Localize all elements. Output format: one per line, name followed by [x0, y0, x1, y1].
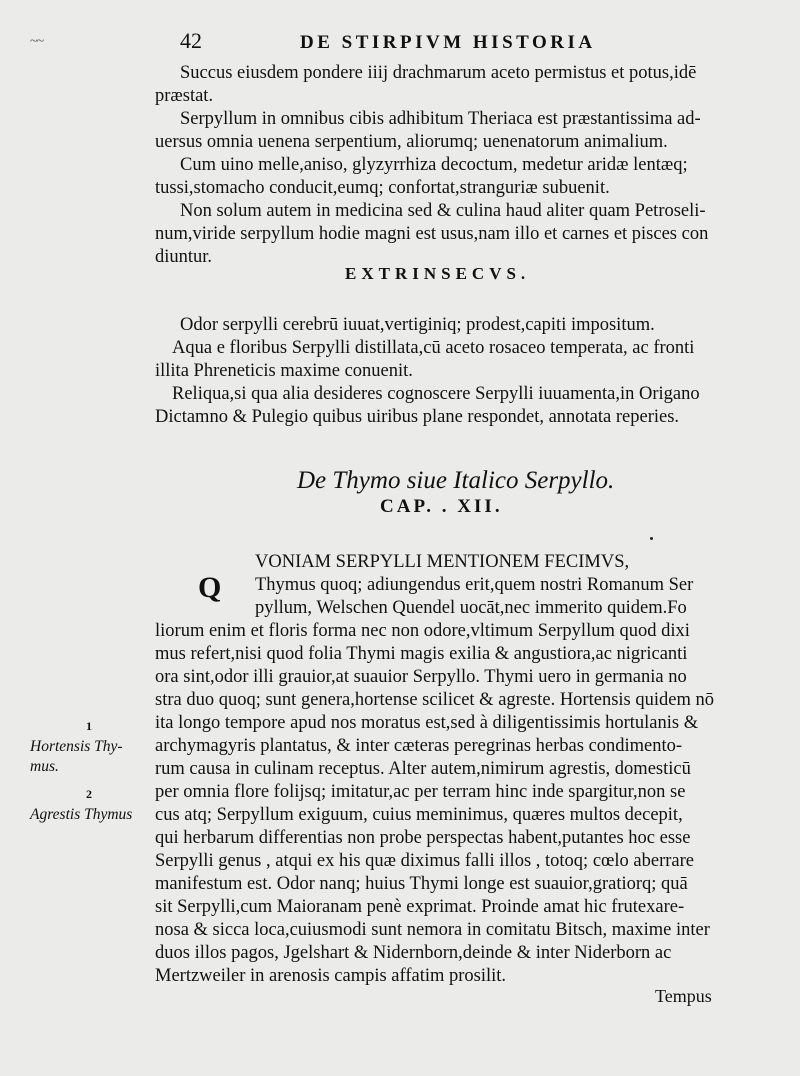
- margin-note: Hortensis Thy-: [30, 738, 123, 755]
- text-line: num,viride serpyllum hodie magni est usus,nam illo et carnes et pisces con: [155, 224, 709, 244]
- page-header: [180, 28, 680, 54]
- running-title: DE STIRPIVM HISTORIA: [300, 32, 596, 53]
- text-line: nosa & sicca loca,cuiusmodi sunt nemora in comitatu Bitsch, maxime inter: [155, 920, 710, 940]
- text-line: ora sint,odor illi grauior,at suauior Serpyllo. Thymi uero in germania no: [155, 667, 687, 687]
- text-line: Serpyllum in omnibus cibis adhibitum Theriaca est præstantissima ad-: [180, 109, 701, 129]
- text-line: per omnia flore folijsq; imitatur,ac per terram hinc inde spargitur,non se: [155, 782, 686, 802]
- text-line: Serpylli genus , atqui ex his quæ diximus falli illos , totoq; cœlo aberrare: [155, 851, 694, 871]
- text-line: liorum enim et floris forma nec non odore,vltimum Serpyllum quod dixi: [155, 621, 690, 641]
- text-line: VONIAM SERPYLLI MENTIONEM FECIMVS,: [255, 552, 630, 572]
- text-line: mus refert,nisi quod folia Thymi magis exilia & angustiora,ac nigricanti: [155, 644, 688, 664]
- margin-note-number: 2: [86, 787, 92, 801]
- text-line: Odor serpylli cerebrū iuuat,vertiginiq; prodest,capiti impositum.: [180, 315, 655, 335]
- text-line: pyllum, Welschen Quendel uocāt,nec immerito quidem.Fo: [255, 598, 687, 618]
- text-line: Thymus quoq; adiungendus erit,quem nostri Romanum Ser: [255, 575, 694, 595]
- text-line: ita longo tempore apud nos moratus est,sed à diligentissimis hortulanis &: [155, 713, 699, 733]
- page-mark: ~~: [30, 34, 44, 49]
- text-line: Dictamno & Pulegio quibus uiribus plane respondet, annotata reperies.: [155, 407, 680, 427]
- page-number: 42: [180, 28, 202, 53]
- text-line: cus atq; Serpyllum exiguum, cuius meminimus, quæres multos decepit,: [155, 805, 683, 825]
- text-line: sit Serpylli,cum Maioranam penè exprimat. Proinde amat hic frutexare-: [155, 897, 685, 917]
- text-line: Reliqua,si qua alia desideres cognoscere Serpylli iuuamenta,in Origano: [172, 384, 700, 404]
- text-line: Succus eiusdem pondere iiij drachmarum aceto permistus et potus,idē: [180, 63, 697, 83]
- text-line: diuntur.: [155, 247, 213, 267]
- text-line: stra duo quoq; sunt genera,hortense scilicet & agreste. Hortensis quidem nō: [155, 690, 714, 710]
- text-line: Mertzweiler in arenosis campis affatim prosilit.: [155, 966, 507, 986]
- text-line: tussi,stomacho conducit,eumq; confortat,stranguriæ subuenit.: [155, 178, 610, 198]
- drop-cap: Q: [198, 571, 222, 604]
- ink-dot: [650, 537, 653, 540]
- text-line: Non solum autem in medicina sed & culina haud aliter quam Petroseli-: [180, 201, 706, 221]
- text-line: illita Phreneticis maxime conuenit.: [155, 361, 413, 381]
- text-line: rum causa in culinam receptus. Alter autem,nimirum agrestis, domesticū: [155, 759, 691, 779]
- text-line: qui herbarum differentias non probe perspectas habent,putantes hoc esse: [155, 828, 691, 848]
- margin-note: Agrestis Thymus: [30, 806, 133, 823]
- margin-note-number: 1: [86, 719, 92, 733]
- margin-note: mus.: [30, 758, 59, 775]
- chapter-title: De Thymo siue Italico Serpyllo.: [297, 467, 615, 494]
- text-line: duos illos pagos, Jgelshart & Nidernborn,deinde & inter Niderborn ac: [155, 943, 672, 963]
- text-line: præstat.: [155, 86, 214, 106]
- chapter-number: CAP. . XII.: [380, 496, 503, 517]
- text-line: Cum uino melle,aniso, glyzyrrhiza decoctum, medetur aridæ lentæq;: [180, 155, 688, 175]
- text-line: manifestum est. Odor nanq; huius Thymi longe est suauior,gratiorq; quā: [155, 874, 688, 894]
- section-heading: EXTRINSECVS.: [345, 264, 531, 283]
- text-line: Aqua e floribus Serpylli distillata,cū aceto rosaceo temperata, ac fronti: [172, 338, 695, 358]
- text-line: uersus omnia uenena serpentium, aliorumq; uenenatorum animalium.: [155, 132, 668, 152]
- catchword: Tempus: [655, 986, 712, 1006]
- text-line: archymagyris plantatus, & inter cæteras peregrinas herbas condimento-: [155, 736, 683, 756]
